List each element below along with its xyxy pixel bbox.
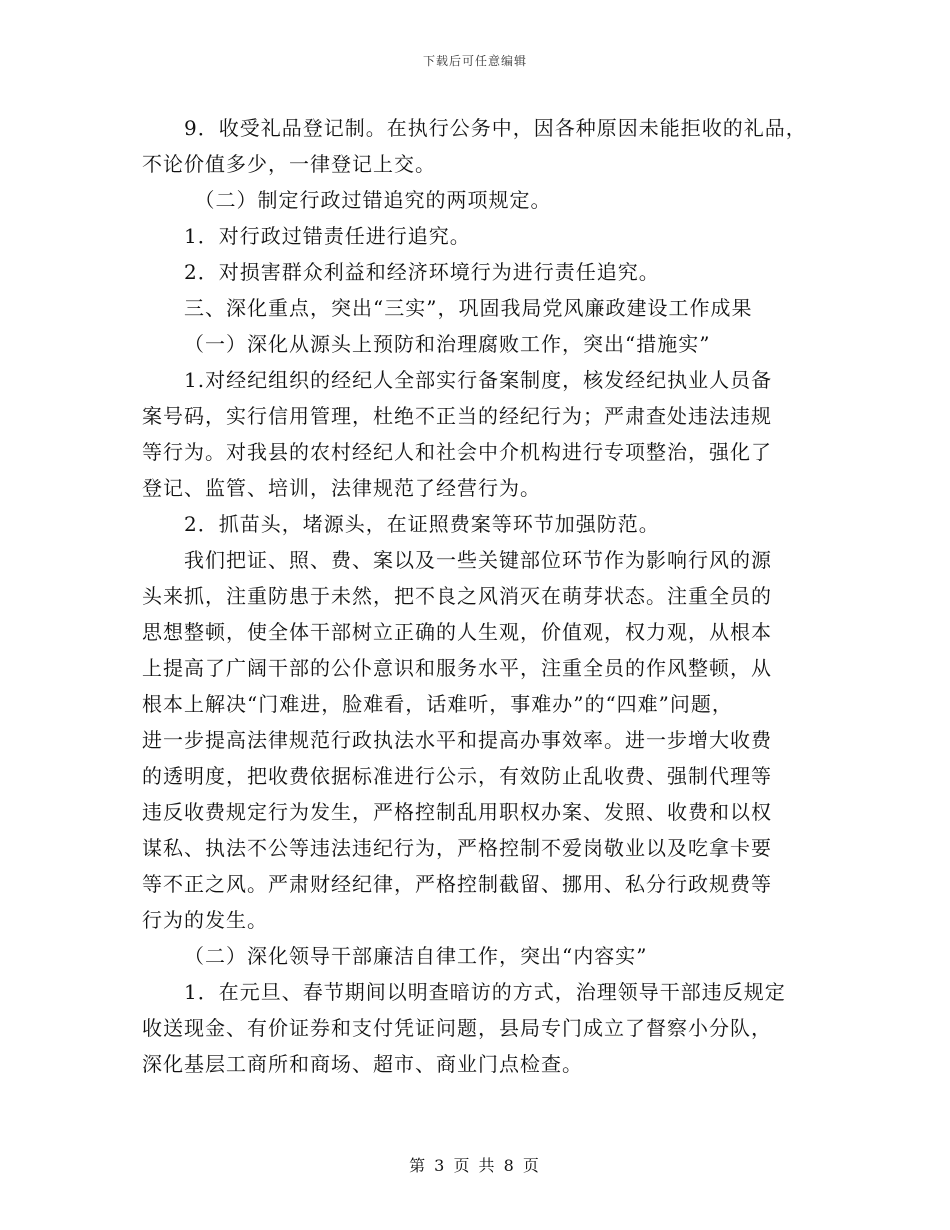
text-line: 三、深化重点，突出“三实”，巩固我局党风廉政建设工作成果 — [184, 296, 753, 320]
text-line: 1.对经纪组织的经纪人全部实行备案制度，核发经纪执业人员备 — [184, 368, 773, 392]
text-line: （二）深化领导干部廉洁自律工作，突出“内容实” — [184, 944, 648, 968]
text-line: 不论价值多少，一律登记上交。 — [142, 152, 436, 176]
page-footer: 第 3 页 共 8 页 — [409, 1156, 541, 1175]
text-line: 我们把证、照、费、案以及一些关键部位环节作为影响行风的源 — [184, 548, 772, 572]
text-line: 行为的发生。 — [142, 908, 268, 932]
text-line: 深化基层工商所和商场、超市、商业门点检查。 — [142, 1052, 583, 1076]
text-line: （一）深化从源头上预防和治理腐败工作，突出“措施实” — [184, 332, 711, 356]
text-line: 的透明度，把收费依据标准进行公示，有效防止乱收费、强制代理等 — [142, 764, 772, 788]
document-body — [142, 110, 810, 1082]
text-line: 登记、监管、培训，法律规范了经营行为。 — [142, 476, 541, 500]
text-line: 等不正之风。严肃财经纪律，严格控制截留、挪用、私分行政规费等 — [142, 872, 772, 896]
text-line: 等行为。对我县的农村经纪人和社会中介机构进行专项整治，强化了 — [142, 440, 772, 464]
text-line: 2．对损害群众利益和经济环境行为进行责任追究。 — [184, 260, 660, 284]
text-line: 上提高了广阔干部的公仆意识和服务水平，注重全员的作风整顿，从 — [142, 656, 772, 680]
text-line: 1．对行政过错责任进行追究。 — [184, 224, 471, 248]
text-line: （二）制定行政过错追究的两项规定。 — [194, 188, 552, 212]
text-line: 谋私、执法不公等违法违纪行为，严格控制不爱岗敬业以及吃拿卡要 — [142, 836, 772, 860]
text-line: 违反收费规定行为发生，严格控制乱用职权办案、发照、收费和以权 — [142, 800, 772, 824]
text-line: 进一步提高法律规范行政执法水平和提高办事效率。进一步增大收费 — [142, 728, 772, 752]
text-line: 2．抓苗头，堵源头，在证照费案等环节加强防范。 — [184, 512, 660, 536]
text-line: 头来抓，注重防患于未然，把不良之风消灭在萌芽状态。注重全员的 — [142, 584, 772, 608]
page-header: 下载后可任意编辑 — [422, 54, 527, 68]
text-line: 案号码，实行信用管理，杜绝不正当的经纪行为；严肃查处违法违规 — [142, 404, 772, 428]
text-line: 根本上解决“门难进，脸难看，话难听，事难办”的“四难”问题， — [142, 692, 733, 716]
text-line: 1．在元旦、春节期间以明查暗访的方式，治理领导干部违反规定 — [184, 980, 786, 1004]
text-line: 9．收受礼品登记制。在执行公务中，因各种原因未能拒收的礼品， — [184, 116, 807, 140]
text-line: 收送现金、有价证券和支付凭证问题，县局专门成立了督察小分队， — [142, 1016, 772, 1040]
text-line: 思想整顿，使全体干部树立正确的人生观，价值观，权力观，从根本 — [142, 620, 772, 644]
